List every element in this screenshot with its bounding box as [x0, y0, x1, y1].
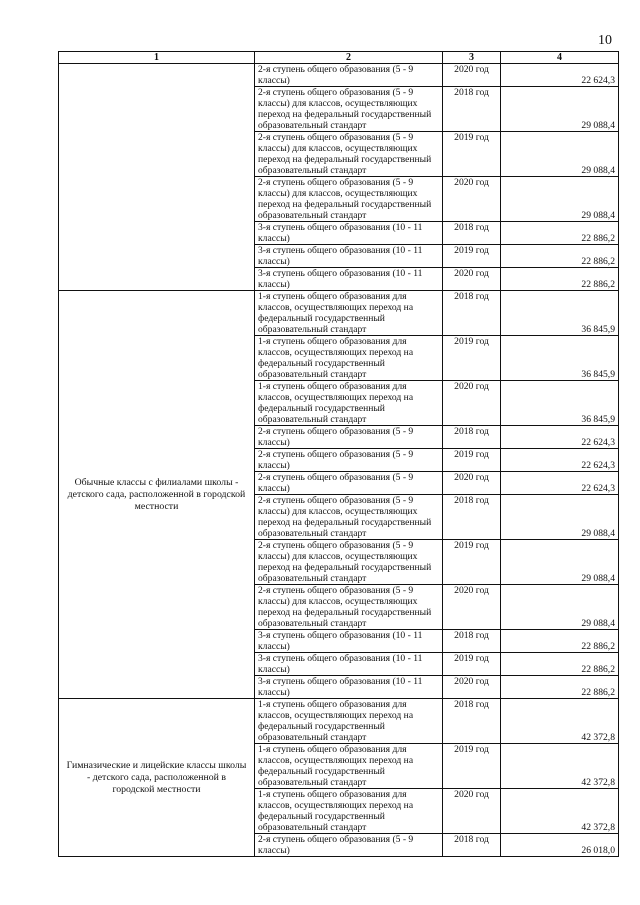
education-level-cell: 1-я ступень общего образования для классов, осуществляющих переход на федеральный государственный образовательный стандарт	[255, 744, 443, 789]
year-cell: 2020 год	[443, 585, 501, 630]
category-cell: Обычные классы с филиалами школы - детского сада, расположенной в городской местности	[59, 291, 255, 699]
year-cell: 2018 год	[443, 630, 501, 653]
year-cell: 2020 год	[443, 676, 501, 699]
education-level-cell: 2-я ступень общего образования (5 - 9 классы) для классов, осуществляющих переход на федеральный государственный образовательный стандарт	[255, 87, 443, 132]
amount-cell: 36 845,9	[501, 381, 619, 426]
table-row	[59, 699, 619, 744]
education-level-cell: 3-я ступень общего образования (10 - 11 классы)	[255, 268, 443, 291]
year-cell: 2020 год	[443, 177, 501, 222]
year-cell: 2020 год	[443, 789, 501, 834]
education-level-cell: 3-я ступень общего образования (10 - 11 классы)	[255, 245, 443, 268]
education-level-cell: 2-я ступень общего образования (5 - 9 классы) для классов, осуществляющих переход на федеральный государственный образовательный стандарт	[255, 585, 443, 630]
education-level-cell: 3-я ступень общего образования (10 - 11 классы)	[255, 676, 443, 699]
year-cell: 2018 год	[443, 291, 501, 336]
year-cell: 2019 год	[443, 132, 501, 177]
education-level-cell: 1-я ступень общего образования для классов, осуществляющих переход на федеральный государственный образовательный стандарт	[255, 381, 443, 426]
year-cell: 2018 год	[443, 222, 501, 245]
amount-cell: 42 372,8	[501, 744, 619, 789]
amount-cell: 22 886,2	[501, 630, 619, 653]
year-cell: 2018 год	[443, 426, 501, 449]
year-cell: 2020 год	[443, 268, 501, 291]
category-cell: Гимназические и лицейские классы школы - детского сада, расположенной в городской местности	[59, 699, 255, 857]
education-level-cell: 3-я ступень общего образования (10 - 11 классы)	[255, 653, 443, 676]
amount-cell: 22 886,2	[501, 268, 619, 291]
amount-cell: 42 372,8	[501, 789, 619, 834]
education-level-cell: 2-я ступень общего образования (5 - 9 классы)	[255, 449, 443, 472]
year-cell: 2018 год	[443, 495, 501, 540]
education-level-cell: 2-я ступень общего образования (5 - 9 классы) для классов, осуществляющих переход на федеральный государственный образовательный стандарт	[255, 495, 443, 540]
education-level-cell: 1-я ступень общего образования для классов, осуществляющих переход на федеральный государственный образовательный стандарт	[255, 336, 443, 381]
year-cell: 2019 год	[443, 744, 501, 789]
column-header: 1	[59, 52, 255, 64]
amount-cell: 36 845,9	[501, 336, 619, 381]
education-level-cell: 2-я ступень общего образования (5 - 9 классы)	[255, 64, 443, 87]
year-cell: 2018 год	[443, 87, 501, 132]
data-table	[58, 51, 619, 857]
year-cell: 2020 год	[443, 472, 501, 495]
education-level-cell: 1-я ступень общего образования для классов, осуществляющих переход на федеральный государственный образовательный стандарт	[255, 699, 443, 744]
amount-cell: 26 018,0	[501, 834, 619, 857]
amount-cell: 22 886,2	[501, 245, 619, 268]
amount-cell: 22 886,2	[501, 222, 619, 245]
education-level-cell: 2-я ступень общего образования (5 - 9 классы) для классов, осуществляющих переход на федеральный государственный образовательный стандарт	[255, 132, 443, 177]
education-level-cell: 3-я ступень общего образования (10 - 11 классы)	[255, 630, 443, 653]
amount-cell: 29 088,4	[501, 585, 619, 630]
amount-cell: 22 624,3	[501, 64, 619, 87]
amount-cell: 22 886,2	[501, 653, 619, 676]
amount-cell: 22 624,3	[501, 426, 619, 449]
amount-cell: 29 088,4	[501, 87, 619, 132]
education-level-cell: 1-я ступень общего образования для классов, осуществляющих переход на федеральный государственный образовательный стандарт	[255, 291, 443, 336]
year-cell: 2020 год	[443, 64, 501, 87]
amount-cell: 29 088,4	[501, 495, 619, 540]
year-cell: 2019 год	[443, 449, 501, 472]
amount-cell: 29 088,4	[501, 132, 619, 177]
amount-cell: 29 088,4	[501, 540, 619, 585]
column-header: 3	[443, 52, 501, 64]
year-cell: 2019 год	[443, 336, 501, 381]
table-row	[59, 64, 619, 87]
amount-cell: 22 624,3	[501, 472, 619, 495]
year-cell: 2018 год	[443, 834, 501, 857]
amount-cell: 42 372,8	[501, 699, 619, 744]
year-cell: 2020 год	[443, 381, 501, 426]
page-number: 10	[598, 33, 612, 48]
column-header: 4	[501, 52, 619, 64]
amount-cell: 22 886,2	[501, 676, 619, 699]
column-header: 2	[255, 52, 443, 64]
year-cell: 2019 год	[443, 245, 501, 268]
education-level-cell: 2-я ступень общего образования (5 - 9 классы) для классов, осуществляющих переход на федеральный государственный образовательный стандарт	[255, 540, 443, 585]
header-row	[59, 52, 619, 64]
education-level-cell: 2-я ступень общего образования (5 - 9 классы)	[255, 472, 443, 495]
education-level-cell: 1-я ступень общего образования для классов, осуществляющих переход на федеральный государственный образовательный стандарт	[255, 789, 443, 834]
table-row	[59, 291, 619, 336]
amount-cell: 22 624,3	[501, 449, 619, 472]
education-level-cell: 2-я ступень общего образования (5 - 9 классы)	[255, 834, 443, 857]
year-cell: 2018 год	[443, 699, 501, 744]
amount-cell: 29 088,4	[501, 177, 619, 222]
year-cell: 2019 год	[443, 653, 501, 676]
education-level-cell: 2-я ступень общего образования (5 - 9 классы)	[255, 426, 443, 449]
year-cell: 2019 год	[443, 540, 501, 585]
education-level-cell: 2-я ступень общего образования (5 - 9 классы) для классов, осуществляющих переход на федеральный государственный образовательный стандарт	[255, 177, 443, 222]
amount-cell: 36 845,9	[501, 291, 619, 336]
education-level-cell: 3-я ступень общего образования (10 - 11 классы)	[255, 222, 443, 245]
category-cell	[59, 64, 255, 291]
